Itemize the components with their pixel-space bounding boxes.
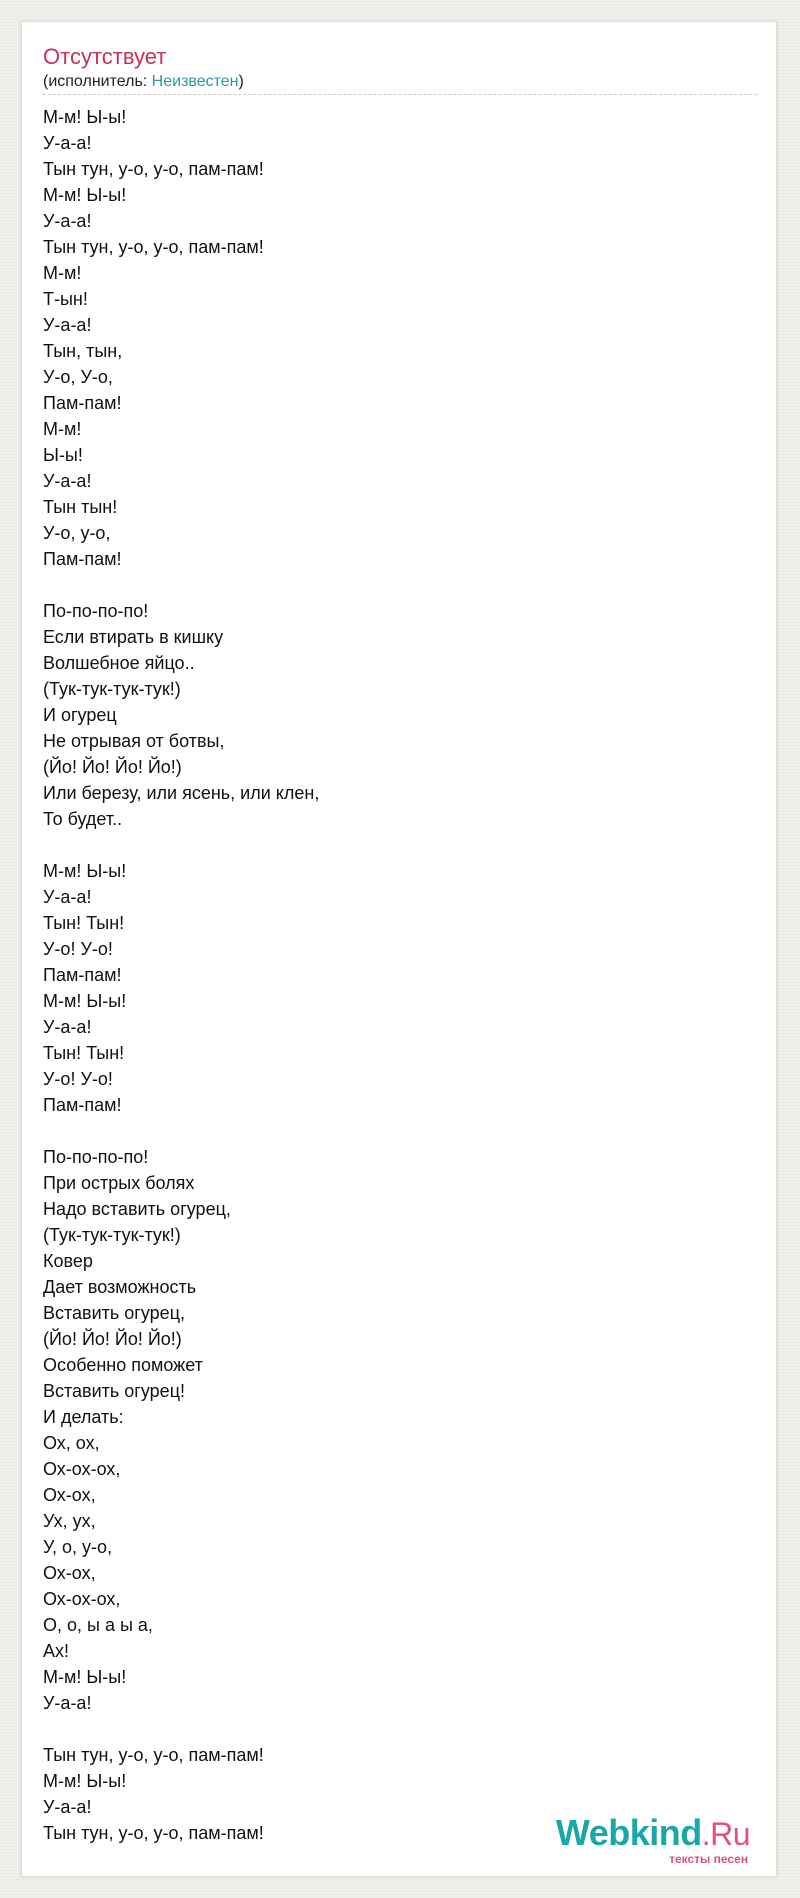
lyric-line: Пам-пам! — [43, 393, 122, 413]
lyric-line: Тын тун, у-о, у-о, пам-пам! — [43, 237, 264, 257]
lyric-line: Вставить огурец! — [43, 1381, 186, 1401]
lyric-line: При острых болях — [43, 1173, 195, 1193]
logo-wordmark — [556, 1812, 750, 1855]
lyric-line: Ох, ох, — [43, 1433, 100, 1453]
artist-suffix: ) — [238, 73, 244, 90]
lyric-blank-line — [43, 572, 743, 598]
lyric-line: У-а-а! — [43, 133, 92, 153]
lyric-line: М-м! Ы-ы! — [43, 861, 127, 881]
lyric-line: М-м! Ы-ы! — [43, 1771, 127, 1791]
title-divider — [43, 94, 757, 95]
lyric-line: Надо вставить огурец, — [43, 1199, 231, 1219]
logo-tagline: тексты песен — [669, 1852, 748, 1866]
lyric-line: Тын, тын, — [43, 341, 123, 361]
lyric-line: Особенно поможет — [43, 1355, 203, 1375]
lyric-line: Тын! Тын! — [43, 913, 125, 933]
lyric-line: Ох-ох, — [43, 1485, 96, 1505]
lyric-line: М-м! Ы-ы! — [43, 185, 127, 205]
artist-prefix: (исполнитель: — [43, 73, 152, 90]
lyric-line: (Йо! Йо! Йо! Йо!) — [43, 757, 182, 777]
lyric-line: Не отрывая от ботвы, — [43, 731, 225, 751]
lyric-line: Или березу, или ясень, или клен, — [43, 783, 320, 803]
lyric-line: У-а-а! — [43, 315, 92, 335]
lyric-line: Тын тун, у-о, у-о, пам-пам! — [43, 1823, 264, 1843]
lyric-blank-line — [43, 1716, 743, 1742]
lyric-line: Ух, ух, — [43, 1511, 96, 1531]
lyric-line: У-а-а! — [43, 211, 92, 231]
lyric-line: У-а-а! — [43, 887, 92, 907]
lyric-line: У-о! У-о! — [43, 939, 113, 959]
lyric-line: Ы-ы! — [43, 445, 83, 465]
lyrics-card — [21, 21, 777, 1877]
lyric-line: Ох-ох-ох, — [43, 1459, 121, 1479]
lyric-line: У-а-а! — [43, 1797, 92, 1817]
lyric-line: Тын тун, у-о, у-о, пам-пам! — [43, 1745, 264, 1765]
lyric-line: У-о, у-о, — [43, 523, 111, 543]
lyric-line: (Йо! Йо! Йо! Йо!) — [43, 1329, 182, 1349]
webkind-logo[interactable] — [552, 1812, 772, 1872]
lyric-line: Ох-ох-ох, — [43, 1589, 121, 1609]
lyric-line: Волшебное яйцо.. — [43, 653, 195, 673]
lyric-line: Если втирать в кишку — [43, 627, 224, 647]
lyric-line: Тын! Тын! — [43, 1043, 125, 1063]
lyric-line: У-а-а! — [43, 1693, 92, 1713]
lyrics-text — [43, 104, 743, 1846]
lyric-line: И делать: — [43, 1407, 124, 1427]
lyric-line: Тын тун, у-о, у-о, пам-пам! — [43, 159, 264, 179]
lyric-line: У-а-а! — [43, 1017, 92, 1037]
lyric-line: У-о, У-о, — [43, 367, 113, 387]
lyric-blank-line — [43, 832, 743, 858]
lyric-line: Пам-пам! — [43, 965, 122, 985]
lyric-line: (Тук-тук-тук-тук!) — [43, 1225, 181, 1245]
lyric-line: О, о, ы а ы а, — [43, 1615, 153, 1635]
lyric-line: У, о, у-о, — [43, 1537, 113, 1557]
lyric-line: Тын тын! — [43, 497, 118, 517]
lyric-line: По-по-по-по! — [43, 601, 149, 621]
lyric-line: М-м! — [43, 263, 82, 283]
artist-link[interactable]: Неизвестен — [151, 73, 239, 90]
lyric-line: М-м! Ы-ы! — [43, 1667, 127, 1687]
lyric-line: Т-ын! — [43, 289, 88, 309]
logo-web-text: Webkind — [555, 1812, 702, 1853]
logo-ru-text: .Ru — [701, 1816, 750, 1852]
lyric-line: У-а-а! — [43, 471, 92, 491]
artist-line — [43, 72, 244, 92]
lyric-line: Пам-пам! — [43, 1095, 122, 1115]
lyric-line: То будет.. — [43, 809, 123, 829]
song-title: Отсутствует — [43, 44, 167, 69]
lyric-line: М-м! Ы-ы! — [43, 107, 127, 127]
lyric-blank-line — [43, 1118, 743, 1144]
lyric-line: И огурец — [43, 705, 117, 725]
lyric-line: Ковер — [43, 1251, 93, 1271]
lyric-line: Ох-ох, — [43, 1563, 96, 1583]
lyric-line: Дает возможность — [43, 1277, 197, 1297]
lyric-line: По-по-по-по! — [43, 1147, 149, 1167]
lyric-line: Пам-пам! — [43, 549, 122, 569]
lyric-line: Ах! — [43, 1641, 70, 1661]
lyric-line: (Тук-тук-тук-тук!) — [43, 679, 181, 699]
lyric-line: Вставить огурец, — [43, 1303, 186, 1323]
lyric-line: У-о! У-о! — [43, 1069, 113, 1089]
lyric-line: М-м! Ы-ы! — [43, 991, 127, 1011]
lyric-line: М-м! — [43, 419, 82, 439]
